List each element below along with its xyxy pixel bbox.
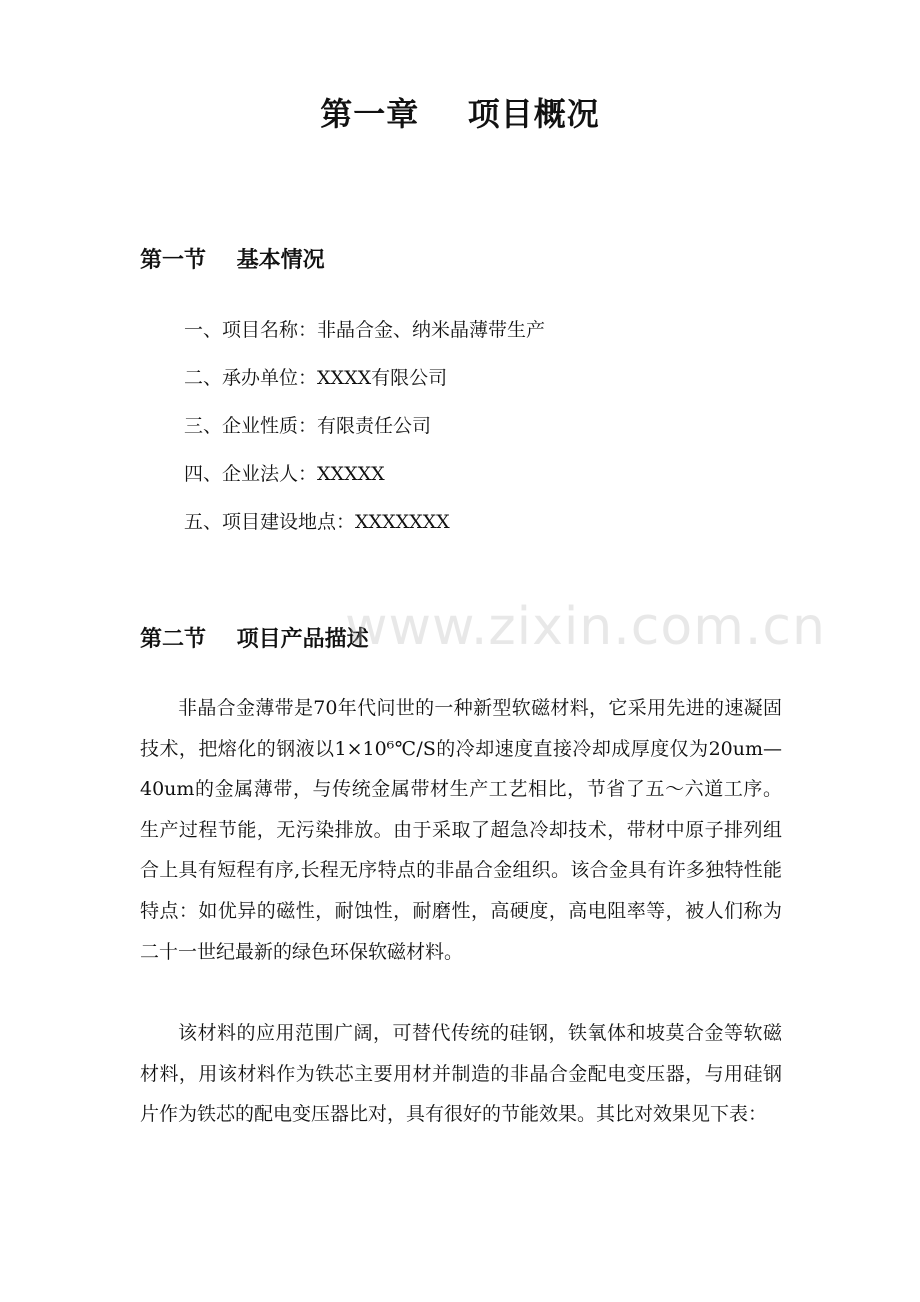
info-item-legal-person (184, 456, 545, 504)
info-value: XXXX有限公司 (317, 367, 448, 389)
info-item-location (184, 504, 545, 552)
section-title-basic-info: 第一节 基本情况 (140, 248, 325, 273)
body-paragraph-1: 非晶合金薄带是70年代问世的一种新型软磁材料，它采用先进的速凝固技术，把熔化的钢液以1×10⁶℃/S的冷却速度直接冷却成厚度仅为20um—40um的金属薄带，与传统金属带材生产工艺相比，节省了五～六道工序。生产过程节能，无污染排放。由于采取了超急冷却技术，带材中原子排列组合上具有短程有序,长程无序特点的非晶合金组织。该合金具有许多独特性能特点：如优异的磁性，耐蚀性，耐磨性，高硬度，高电阻率等，被人们称为二十一世纪最新的绿色环保软磁材料。 (140, 697, 782, 963)
info-value: 非晶合金、纳米晶薄带生产 (317, 319, 546, 341)
info-item-organizer (184, 360, 545, 408)
info-label: 五、项目建设地点： (184, 511, 356, 533)
basic-info-list (184, 312, 545, 552)
info-label: 四、企业法人： (184, 463, 318, 485)
info-item-project-name (184, 312, 545, 360)
info-label: 二、承办单位： (184, 367, 318, 389)
body-paragraph-2: 该材料的应用范围广阔，可替代传统的硅钢，铁氧体和坡莫合金等软磁材料，用该材料作为铁芯主要用材并制造的非晶合金配电变压器，与用硅钢片作为铁芯的配电变压器比对，具有很好的节能效果。其比对效果见下表： (140, 1022, 782, 1126)
info-value: XXXXXXX (355, 511, 450, 533)
info-label: 三、企业性质： (184, 415, 318, 437)
chapter-title: 第一章 项目概况 (320, 95, 600, 133)
section-title-product-description: 第二节 项目产品描述 (140, 627, 369, 652)
info-value: XXXXX (317, 463, 385, 485)
info-item-company-type (184, 408, 545, 456)
info-label: 一、项目名称： (184, 319, 318, 341)
watermark: www.zixin.com.cn (345, 597, 826, 657)
info-value: 有限责任公司 (317, 415, 432, 437)
